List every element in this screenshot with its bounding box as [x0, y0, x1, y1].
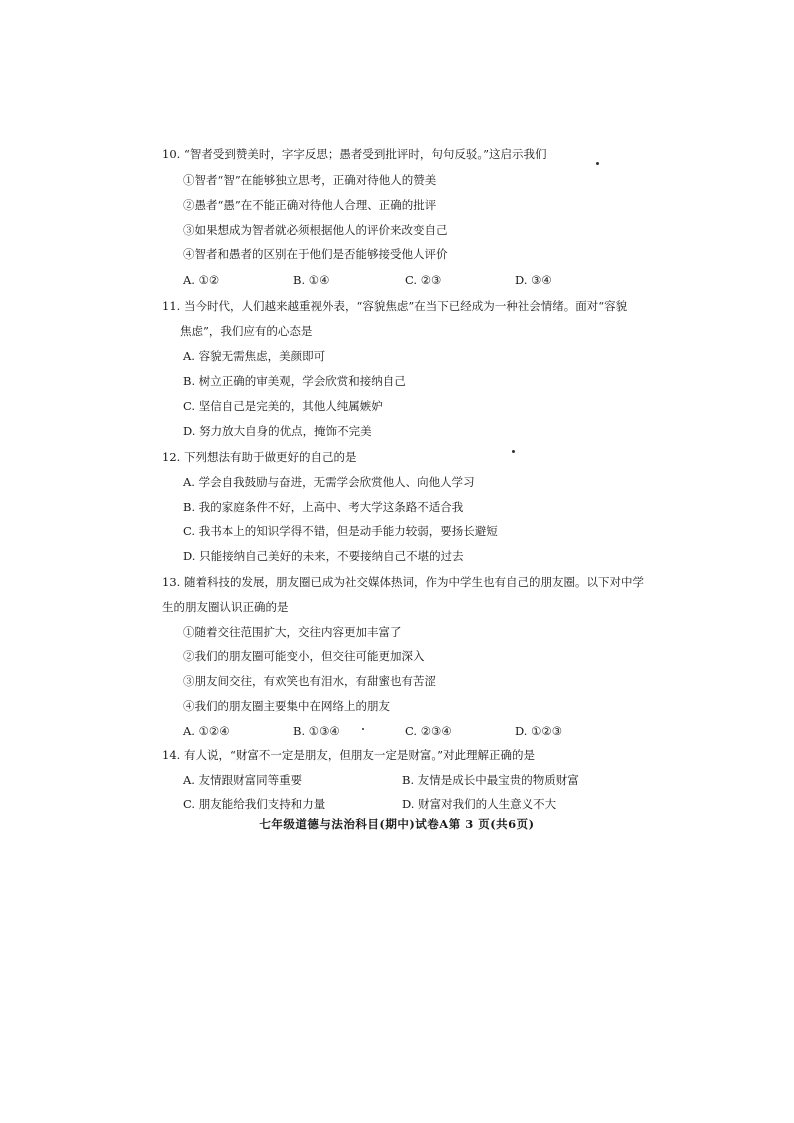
q11-option-d: D. 努力放大自身的优点，掩饰不完美 [183, 424, 372, 438]
q13-stem-line-2: 生的朋友圈认识正确的是 [162, 600, 289, 614]
scan-speck [362, 728, 364, 730]
q13-statement-4: ④我们的朋友圈主要集中在网络上的朋友 [183, 699, 390, 713]
q13-statement-3: ③朋友间交往，有欢笑也有泪水，有甜蜜也有苦涩 [183, 674, 436, 688]
q10-option-a: A. ①② [183, 273, 220, 287]
q13-stem-line-1: 13. 随着科技的发展，朋友圈已成为社交媒体热词，作为中学生也有自己的朋友圈。以下对中学 [162, 575, 644, 589]
q14-stem: 14. 有人说，“财富不一定是朋友，但朋友一定是财富。”对此理解正确的是 [162, 748, 535, 762]
q12-stem: 12. 下列想法有助于做更好的自己的是 [162, 450, 357, 464]
q11-option-a: A. 容貌无需焦虑，美颜即可 [183, 349, 326, 363]
page-footer: 七年级道德与法治科目(期中)试卷A第 3 页(共6页) [259, 817, 535, 831]
q13-option-b: B. ①③④ [293, 724, 340, 738]
q11-option-b: B. 树立正确的审美观，学会欣赏和接纳自己 [183, 374, 406, 388]
q13-statement-2: ②我们的朋友圈可能变小，但交往可能更加深入 [183, 649, 425, 663]
q14-option-d: D. 财富对我们的人生意义不大 [402, 797, 557, 811]
q10-statement-4: ④智者和愚者的区别在于他们是否能够接受他人评价 [183, 247, 448, 261]
q10-option-c: C. ②③ [405, 273, 442, 287]
q12-option-d: D. 只能接纳自己美好的未来，不要接纳自己不堪的过去 [183, 549, 464, 563]
q11-stem-line-1: 11. 当今时代，人们越来越重视外表，“容貌焦虑”在当下已经成为一种社会情绪。面对“容貌 [162, 299, 628, 313]
q12-option-c: C. 我书本上的知识学得不错，但是动手能力较弱，要扬长避短 [183, 524, 498, 538]
q10-stem: 10. “智者受到赞美时，字字反思；愚者受到批评时，句句反驳。”这启示我们 [162, 147, 547, 161]
scan-speck [596, 162, 599, 165]
q10-statement-1: ①智者“智”在能够独立思考，正确对待他人的赞美 [183, 173, 437, 187]
q14-option-c: C. 朋友能给我们支持和力量 [183, 797, 326, 811]
q12-option-a: A. 学会自我鼓励与奋进，无需学会欣赏他人、向他人学习 [183, 475, 475, 489]
scan-speck [512, 450, 515, 453]
q10-option-d: D. ③④ [515, 273, 552, 287]
q12-option-b: B. 我的家庭条件不好，上高中、考大学这条路不适合我 [183, 500, 464, 514]
q13-option-a: A. ①②④ [183, 724, 230, 738]
q14-option-b: B. 友情是成长中最宝贵的物质财富 [402, 773, 579, 787]
q10-statement-2: ②愚者“愚”在不能正确对待他人合理、正确的批评 [183, 198, 437, 212]
q13-option-d: D. ①②③ [515, 724, 563, 738]
q11-option-c: C. 坚信自己是完美的，其他人纯属嫉妒 [183, 399, 383, 413]
q11-stem-line-2: 焦虑”，我们应有的心态是 [180, 324, 313, 338]
q13-statement-1: ①随着交往范围扩大，交往内容更加丰富了 [183, 625, 402, 639]
q14-option-a: A. 友情跟财富同等重要 [183, 773, 303, 787]
q13-option-c: C. ②③④ [405, 724, 452, 738]
q10-statement-3: ③如果想成为智者就必须根据他人的评价来改变自己 [183, 223, 448, 237]
q10-option-b: B. ①④ [293, 273, 330, 287]
